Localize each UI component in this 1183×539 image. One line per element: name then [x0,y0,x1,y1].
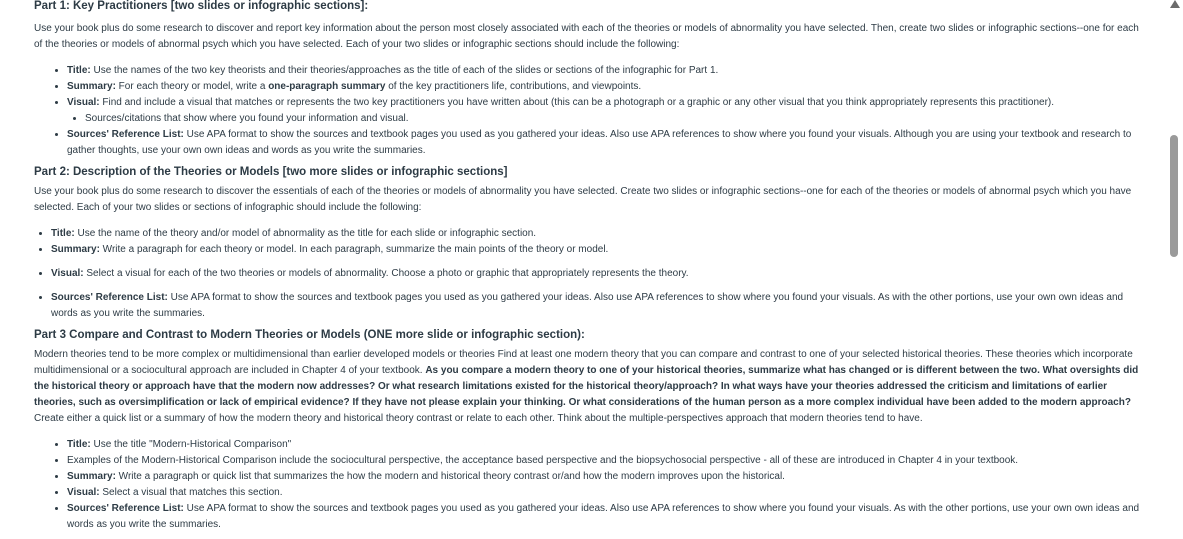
vertical-scrollbar[interactable] [1165,0,1183,539]
part2-intro: Use your book plus do some research to discover the essentials of each of the theories or models of abnormality you have selected. Create two slides or infographic sections--one for each of the theories or models of abnormal psych which you have selected. Each of your two slides or sections of infographic should include the following: [34,186,1132,213]
part3-item-sources: • Sources' Reference List: Use APA format to show the sources and textbook pages you used as you gathered your ideas. Also use APA references to show where you found your visuals. As with the other portions, use your own own ideas and words as you write the summaries. [67,501,1147,533]
part1-visual-subitem: • Sources/citations that show where you found your information and visual. [85,111,1165,127]
part3-item-title: • Title: Use the title "Modern-Historical Comparison" [67,437,1147,453]
part1-heading: Part 1: Key Practitioners [two slides or infographic sections]: [34,0,369,12]
part3-item-visual: • Visual: Select a visual that matches this section. [67,485,1147,501]
part3-heading: Part 3 Compare and Contrast to Modern Theories or Models (ONE more slide or infographic section): [34,329,585,341]
triangle-up-icon[interactable] [1170,0,1180,8]
part1-list [34,63,1147,159]
part2-item-title: • Title: Use the name of the theory and/or model of abnormality as the title for each slide or infographic section. [51,226,1147,242]
part1-item-title: • Title: Use the names of the two key theorists and their theories/approaches as the title of each of the slides or sections of the infographic for Part 1. [67,63,1147,79]
part2-item-summary: • Summary: Write a paragraph for each theory or model. In each paragraph, summarize the main points of the theory or model. [51,242,1147,258]
part1-visual-sublist [67,111,1165,127]
part3-list [34,437,1147,533]
part1-intro: Use your book plus do some research to discover and report key information about the person most closely associated with each of the theories or models of abnormality you have selected. Then, create two slides or infographic sections--one for each of the theories or models of abnormal psych which you have selected. Each of your two slides or infographic sections should include the following: [34,23,1139,50]
part1-item-sources: • Sources' Reference List: Use APA format to show the sources and textbook pages you used as you gathered your ideas. Also use APA references to show where you found your visuals. Although you are using your textbook and research to gather thoughts, use your own own ideas and words as you write the summaries. [67,127,1147,159]
part2-heading: Part 2: Description of the Theories or Models [two more slides or infographic sections] [34,166,508,178]
part2-item-sources: • Sources' Reference List: Use APA format to show the sources and textbook pages you used as you gathered your ideas. Also use APA references to show where you found your visuals. As with the other portions, use your own own ideas and words as you write the summaries. [51,290,1147,322]
scrollbar-thumb[interactable] [1170,135,1178,257]
part3-item-examples: • Examples of the Modern-Historical Comparison include the sociocultural perspective, the acceptance based perspective and the biopsychosocial perspective - all of these are introduced in Chapter 4 in your textbook. [67,453,1147,469]
part2-item-visual: • Visual: Select a visual for each of the two theories or models of abnormality. Choose a photo or graphic that appropriately represents the theory. [51,266,1147,282]
part3-item-summary: • Summary: Write a paragraph or quick list that summarizes the how the modern and historical theory contrast or/and how the modern improves upon the historical. [67,469,1147,485]
part1-item-visual: • Visual: Find and include a visual that matches or represents the two key practitioners you have written about (this can be a photograph or a graphic or any other visual that you think appropriately represents this practitioner). • Sources/citations that show where you found your information and visual. [67,95,1147,127]
part1-item-summary: • Summary: For each theory or model, write a one-paragraph summary of the key practitioners life, contributions, and viewpoints. [67,79,1147,95]
part3-intro: Modern theories tend to be more complex or multidimensional than earlier developed models or theories Find at least one modern theory that you can compare and contrast to one of your selected historical theories. These theories which incorporate multidimensional or a sociocultural approach are included in Chapter 4 of your textbook. As you compare a modern theory to one of your historical theories, summarize what has changed or is different between the two. What oversights did the historical theory or approach have that the modern now addresses? Or what research limitations existed for the historical theory/approach? In what ways have your theories addressed the criticism and limitations of earlier theories, such as oversimplification or lack of empirical evidence? If they have not please explain your thinking. Or what considerations of the human person as a more complex individual have been added to the modern approach? Create either a quick list or a summary of how the modern theory and historical theory contrast or relate to each other. Think about the multiple-perspectives approach that modern theories tend to have. [34,349,1139,424]
part2-list [34,226,1147,322]
